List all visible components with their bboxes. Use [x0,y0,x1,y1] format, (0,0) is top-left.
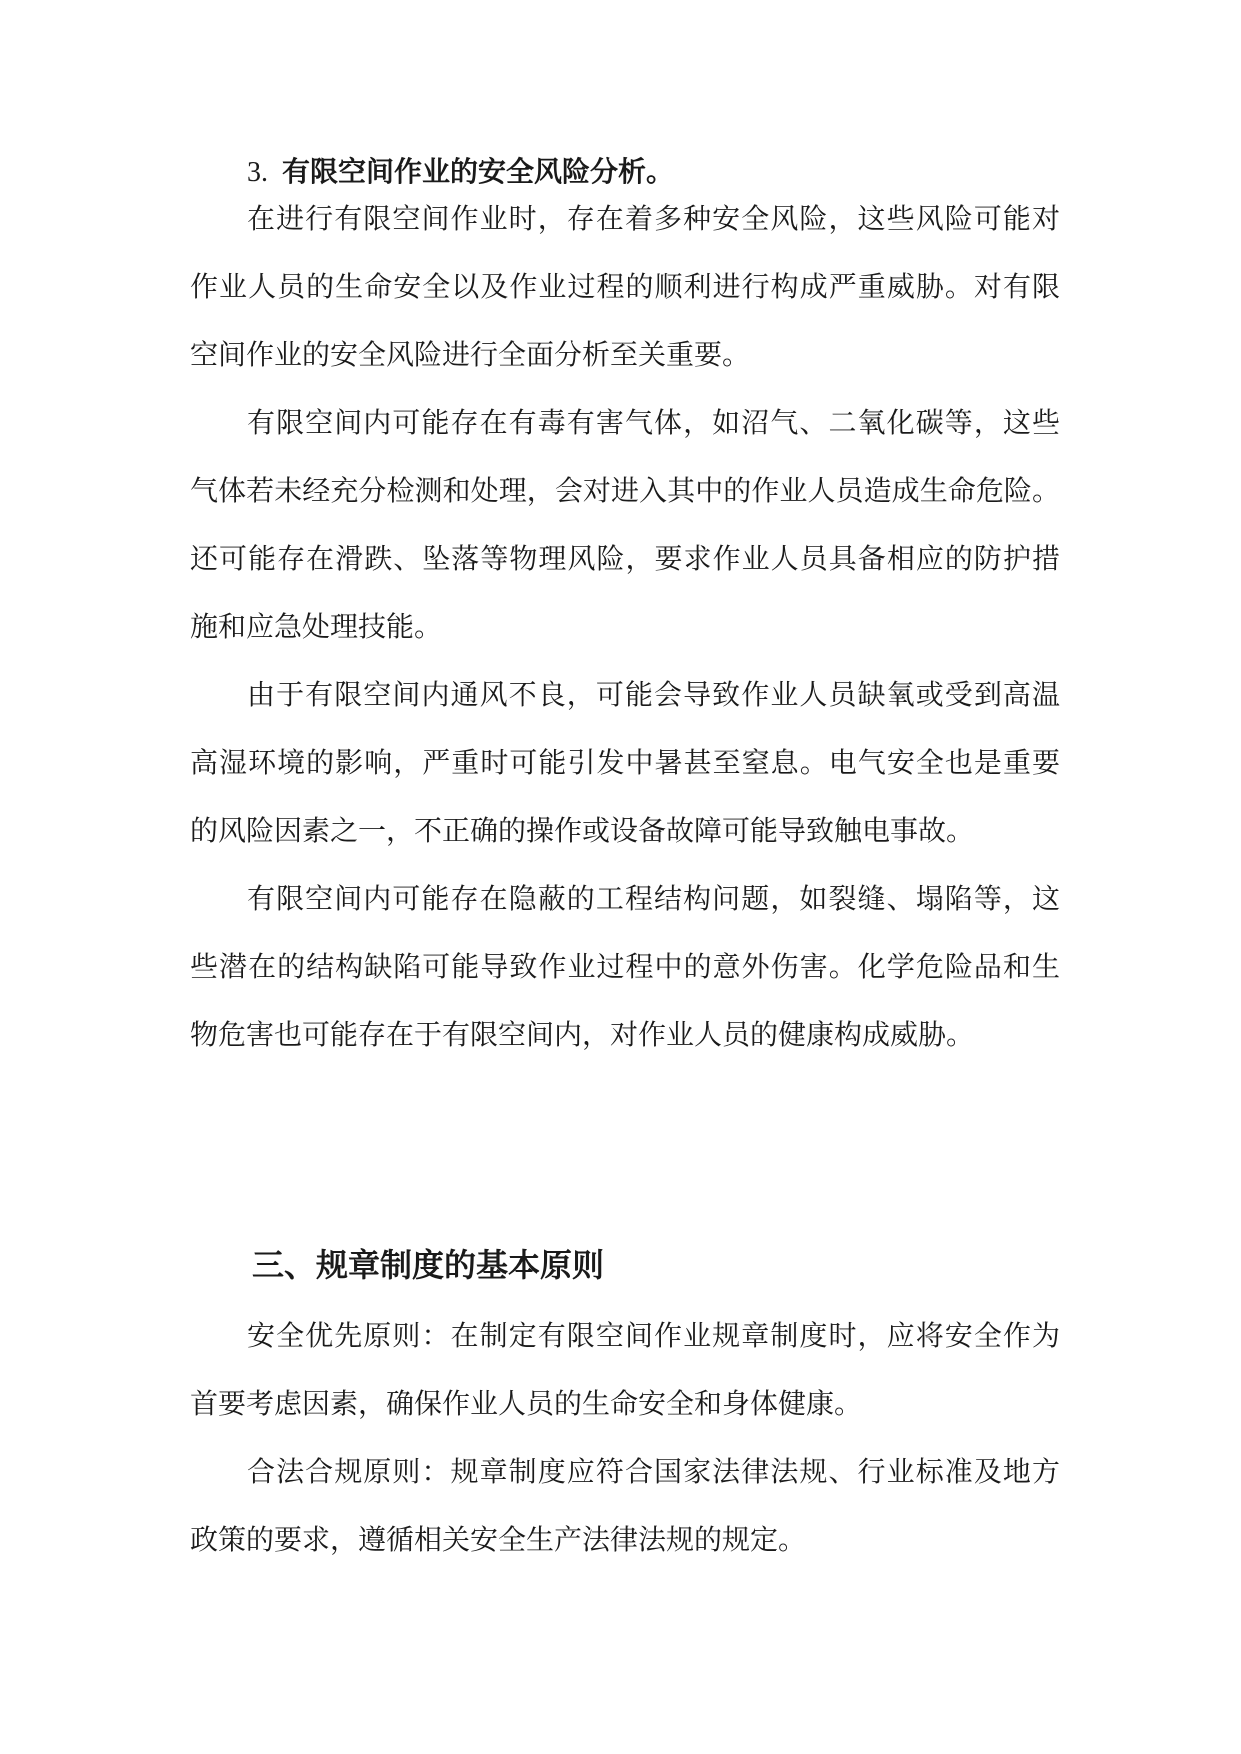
section-paragraph-2-line-2: 政策的要求，遵循相关安全生产法律法规的规定。 [190,1523,807,1556]
subsection-title: 有限空间作业的安全风险分析。 [282,155,675,188]
section-paragraph-2-line-1: 合法合规原则：规章制度应符合国家法律法规、行业标准及地方 [247,1455,1060,1488]
paragraph-2-line-1: 有限空间内可能存在有毒有害气体，如沼气、二氧化碳等，这些 [247,406,1060,439]
paragraph-3-line-1: 由于有限空间内通风不良，可能会导致作业人员缺氧或受到高温 [247,678,1060,711]
paragraph-1-line-2: 作业人员的生命安全以及作业过程的顺利进行构成严重威胁。对有限 [190,270,1060,303]
paragraph-3-line-2: 高湿环境的影响，严重时可能引发中暑甚至窒息。电气安全也是重要 [190,746,1060,779]
subsection-number: 3. [247,157,268,188]
paragraph-4-line-1: 有限空间内可能存在隐蔽的工程结构问题，如裂缝、塌陷等，这 [247,882,1060,915]
section-paragraph-1-line-2: 首要考虑因素，确保作业人员的生命安全和身体健康。 [190,1387,863,1420]
paragraph-2-line-2: 气体若未经充分检测和处理，会对进入其中的作业人员造成生命危险。 [190,474,1060,507]
paragraph-2-line-3: 还可能存在滑跌、坠落等物理风险，要求作业人员具备相应的防护措 [190,542,1060,575]
paragraph-4-line-3: 物危害也可能存在于有限空间内，对作业人员的健康构成威胁。 [190,1018,975,1051]
subsection-heading [247,152,674,193]
section-heading: 三、规章制度的基本原则 [252,1246,605,1284]
paragraph-4-line-2: 些潜在的结构缺陷可能导致作业过程中的意外伤害。化学危险品和生 [190,950,1060,983]
paragraph-1-line-1: 在进行有限空间作业时，存在着多种安全风险，这些风险可能对 [247,202,1060,235]
paragraph-3-line-3: 的风险因素之一，不正确的操作或设备故障可能导致触电事故。 [190,814,975,847]
paragraph-1-line-3: 空间作业的安全风险进行全面分析至关重要。 [190,338,751,371]
paragraph-2-line-4: 施和应急处理技能。 [190,610,443,643]
section-paragraph-1-line-1: 安全优先原则：在制定有限空间作业规章制度时，应将安全作为 [247,1319,1060,1352]
